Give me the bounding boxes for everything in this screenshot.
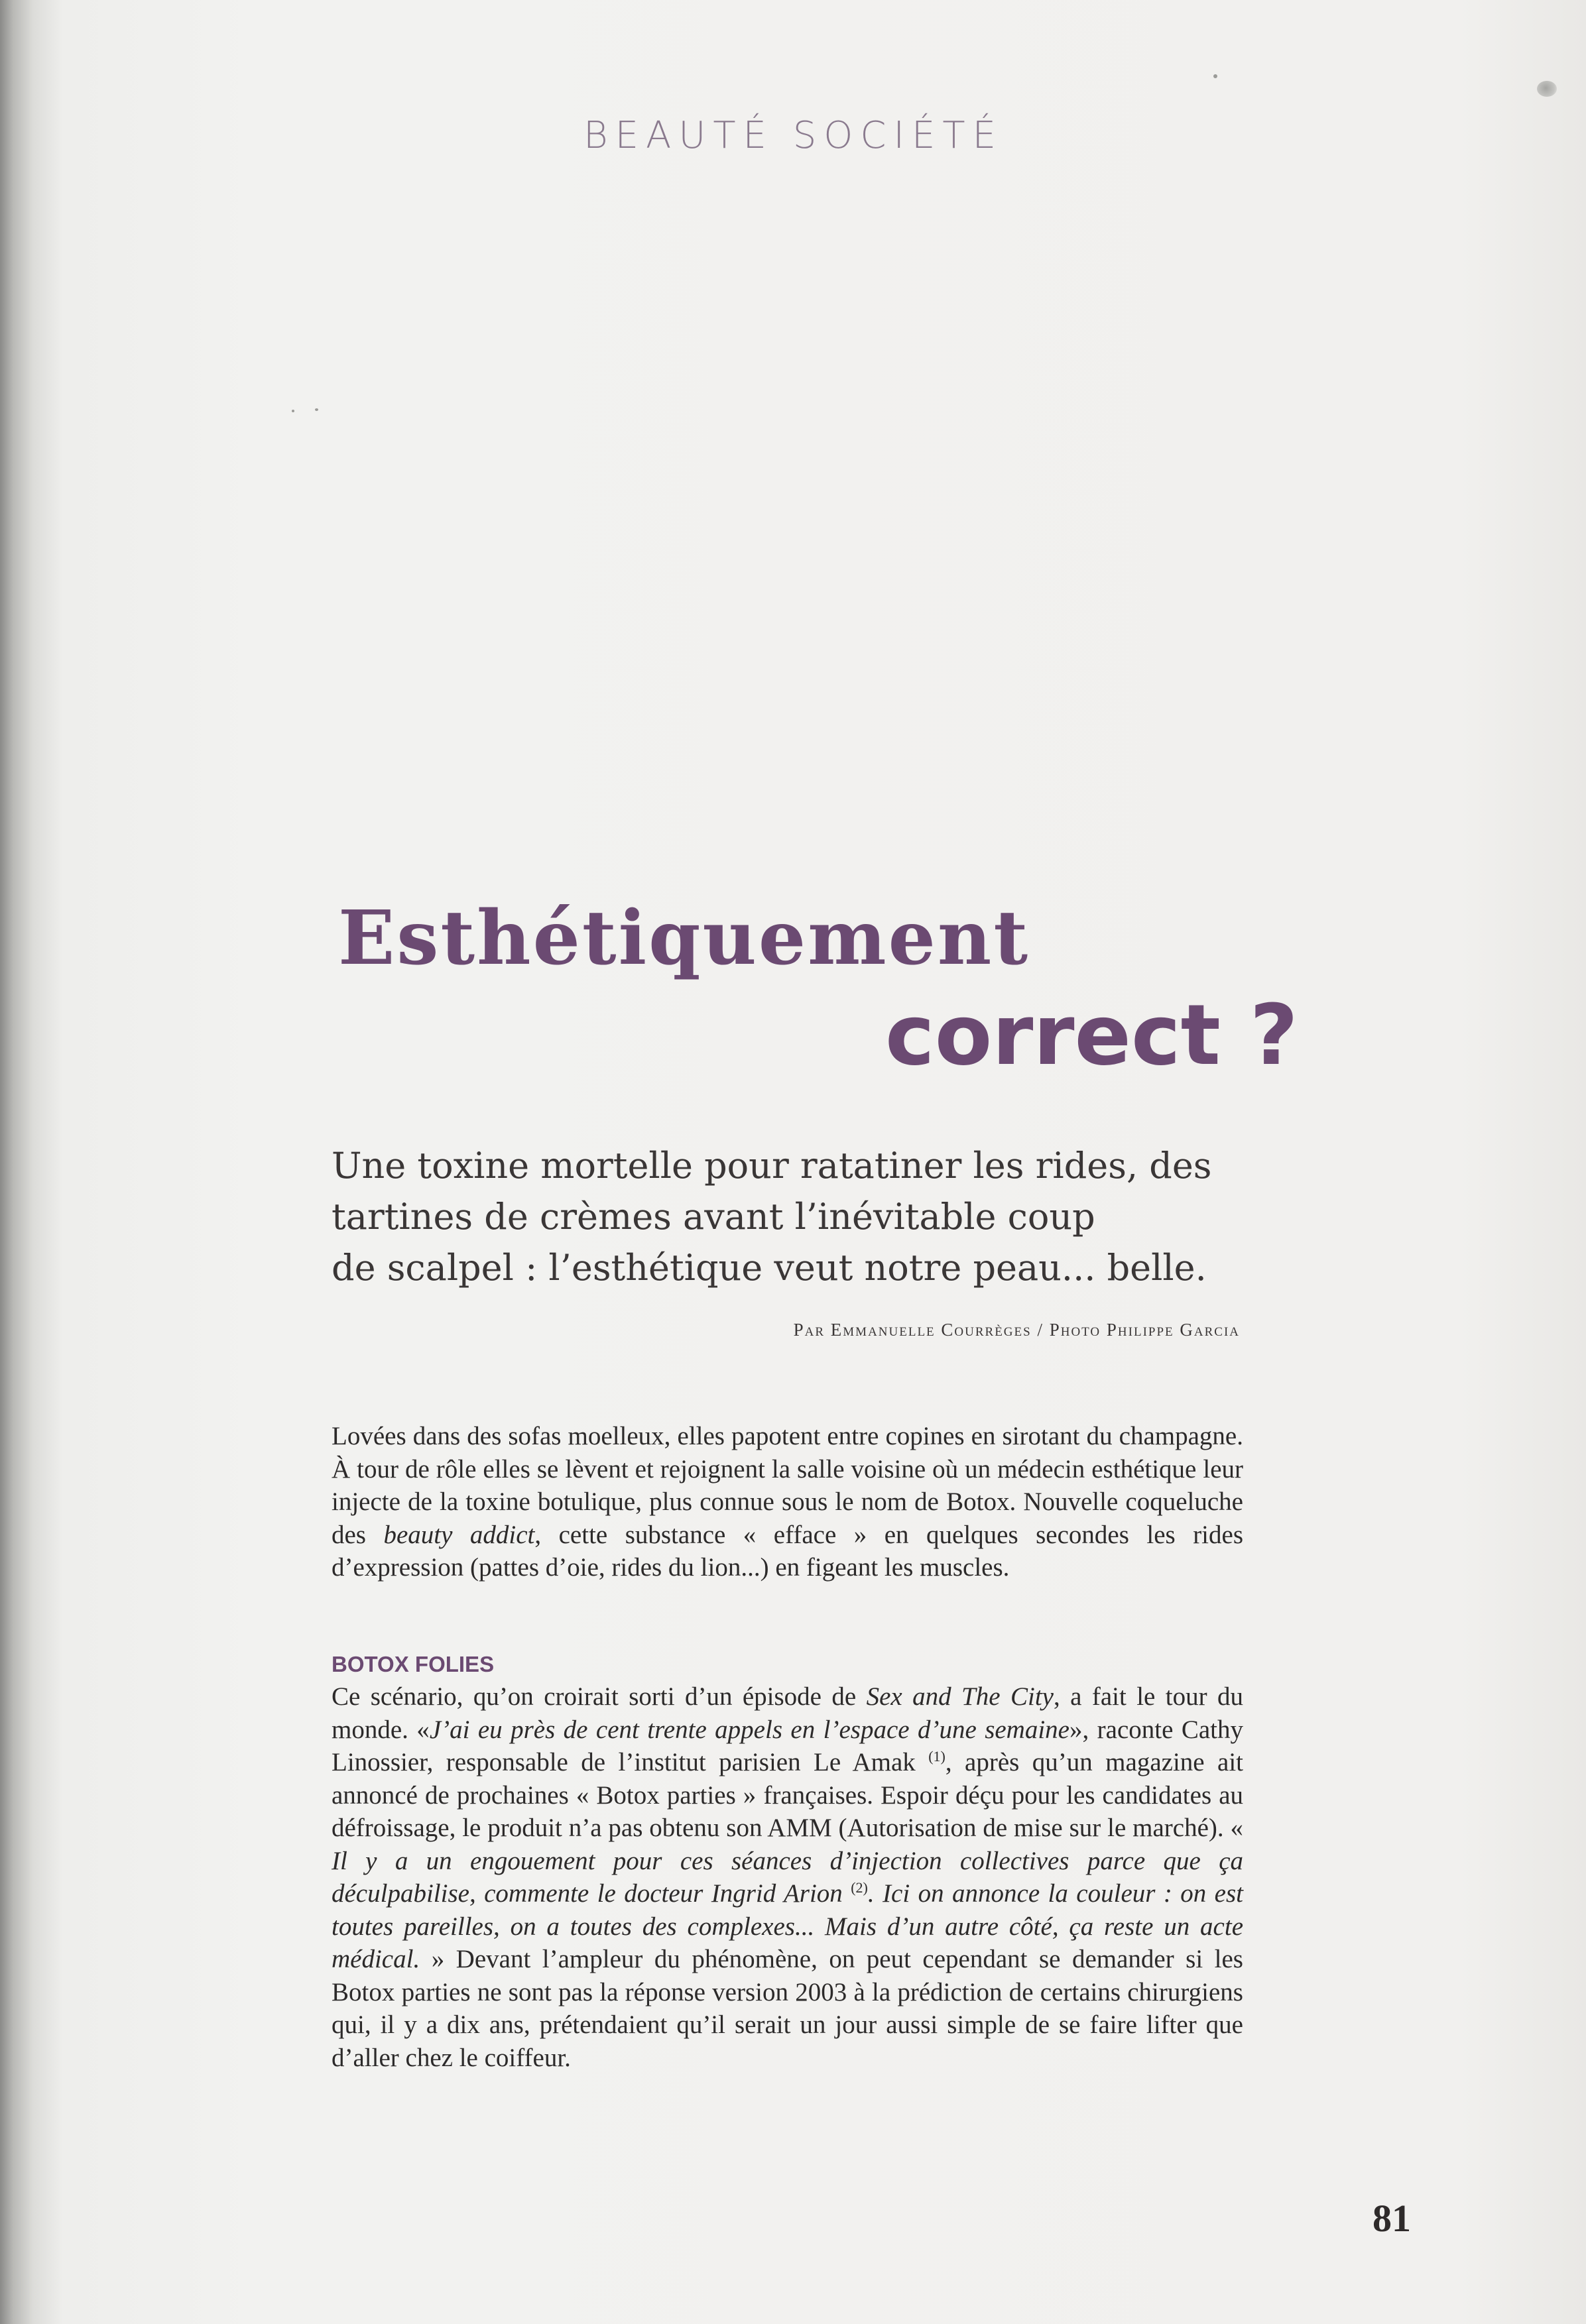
paragraph-emphasis: . Ici on annonce la couleur : on est toutes pareilles, on a toutes des complexes... Mais d’un autre côté, ça reste un acte médical. [332, 1879, 1244, 1973]
paragraph-text: », raconte Cathy Linossier, responsable de l’institut parisien Le Amak [332, 1715, 1243, 1776]
paper-speck [1213, 74, 1217, 78]
paragraph-text: Lovées dans des sofas moelleux, elles papotent entre copines en sirotant du champagne. À tour de rôle elles se lèvent et rejoignent la salle voisine où un médecin esthétique leur injecte de la toxine botulique, plus connue sous le nom de Botox. Nouvelle coqueluche des [332, 1422, 1243, 1549]
page-number: 81 [1372, 2197, 1411, 2240]
paragraph-text: Ce scénario, qu’on croirait sorti d’un épisode de [332, 1682, 867, 1711]
paragraph-emphasis: Sex and The City [866, 1682, 1054, 1711]
article-byline: Par Emmanuelle Courrèges / Photo Philippe Garcia [793, 1320, 1240, 1340]
footnote-marker: (2) [851, 1879, 868, 1896]
body-paragraph-1 [332, 1420, 1243, 1584]
section-label: BEAUTÉ SOCIÉTÉ [583, 114, 1003, 157]
section-subhead: BOTOX FOLIES [332, 1652, 495, 1676]
paragraph-text: , a fait le tour du monde. « [332, 1682, 1244, 1744]
paper-speck [315, 408, 318, 411]
title-line-2: correct ? [885, 986, 1298, 1084]
paper-mark [1537, 81, 1557, 97]
paragraph-emphasis: J’ai eu près de cent trente appels en l’espace d’une semaine [429, 1715, 1069, 1744]
paragraph-text: , cette substance « efface » en quelques secondes les rides d’expression (pattes d’oie, rides du lion...) en figeant les muscles. [332, 1520, 1243, 1582]
paragraph-emphasis: Il y a un engouement pour ces séances d’injection collectives parce que ça déculpabilise, commente le docteur Ingrid Arion [332, 1846, 1243, 1908]
paragraph-emphasis: beauty addict [383, 1520, 535, 1549]
footnote-marker: (1) [928, 1748, 945, 1765]
article-lede: Une toxine mortelle pour ratatiner les rides, des tartines de crèmes avant l’inévitable coup de scalpel : l’esthétique veut notre peau... belle. [332, 1145, 1212, 1289]
paragraph-text: , après qu’un magazine ait annoncé de prochaines « Botox parties » françaises. Espoir déçu pour les candidates au défroissage, le produit n’a pas obtenu son AMM (Autorisation de mise sur le marché). « [332, 1748, 1243, 1842]
body-paragraph-2 [332, 1680, 1243, 2074]
title-line-1: Esthétiquement [338, 895, 1030, 982]
paragraph-text: » Devant l’ampleur du phénomène, on peut cependant se demander si les Botox parties ne sont pas la réponse version 2003 à la prédiction de certains chirurgiens qui, il y a dix ans, prétendaient qu’il serait un jour aussi simple de se faire lifter que d’aller chez le coiffeur. [332, 1945, 1243, 2072]
paper-speck [292, 410, 294, 412]
